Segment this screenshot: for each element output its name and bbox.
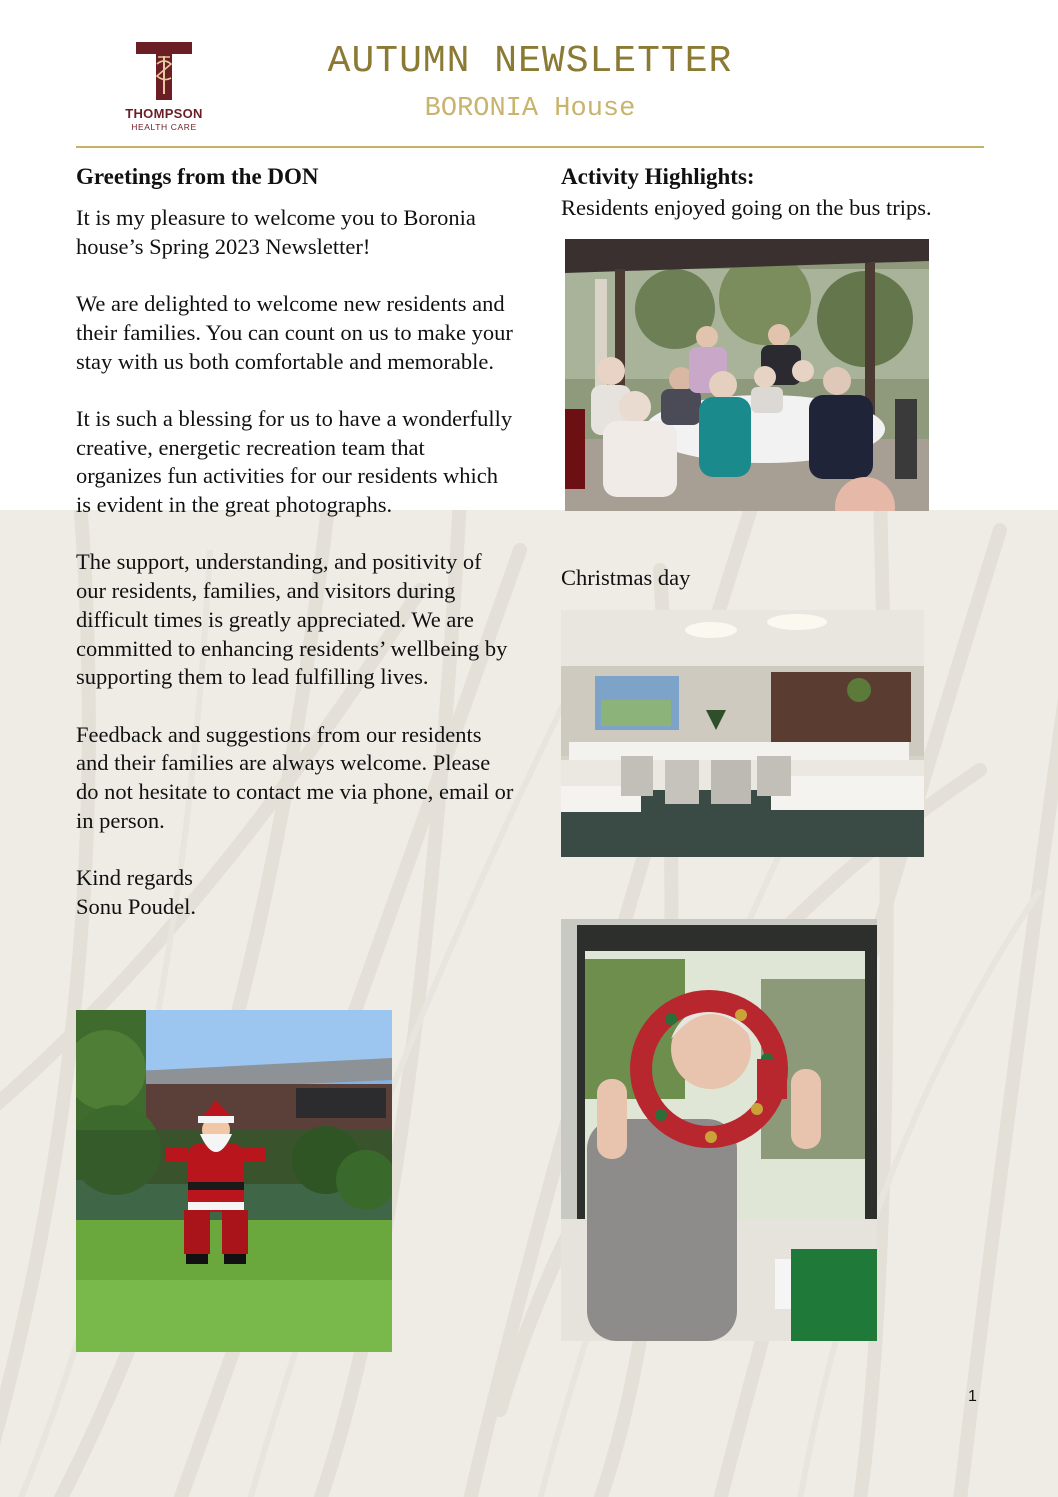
thompson-logo [112, 38, 216, 134]
logo-t-icon [112, 38, 216, 104]
greeting-paragraph: The support, understanding, and positivity of our residents, families, and visitors during difficult times is greatly appreciated. We are committed to enhancing residents’ wellbeing by supporting them to lead fulfilling lives. [76, 549, 508, 690]
don-heading: Greetings from the DON [76, 164, 319, 189]
greeting-paragraph: It is my pleasure to welcome you to Boronia house’s Spring 2023 Newsletter! [76, 205, 476, 259]
wreath-craft-photo [561, 919, 877, 1341]
bus-trip-photo [565, 239, 929, 511]
logo-name: THOMPSON [125, 106, 203, 121]
greeting-paragraph: We are delighted to welcome new residents and their families. You can count on us to make your stay with us both comfortable and memorable. [76, 291, 513, 374]
logo-subtitle: HEALTH CARE [131, 122, 197, 132]
newsletter-title: AUTUMN NEWSLETTER [327, 40, 733, 83]
bus-trip-caption: Residents enjoyed going on the bus trips. [561, 195, 932, 220]
christmas-dining-photo [561, 610, 924, 857]
santa-photo [76, 1010, 392, 1352]
greeting-paragraph: It is such a blessing for us to have a wonderfully creative, energetic recreation team that organizes fun activities for our residents which is evident in the great photographs. [76, 405, 513, 517]
signoff: Kind regards [76, 865, 193, 891]
house-subtitle: BORONIA House [424, 94, 636, 124]
header-divider [76, 146, 984, 148]
signature-name: Sonu Poudel. [76, 893, 197, 919]
don-greeting-section [76, 160, 516, 922]
christmas-caption: Christmas day [561, 565, 691, 590]
activity-highlights-heading: Activity Highlights: [561, 164, 755, 189]
page-number: 1 [968, 1388, 977, 1405]
greeting-paragraph: Feedback and suggestions from our residents and their families are always welcome. Please do not hesitate to contact me via phone, email or in person. [76, 721, 514, 833]
signoff-text [76, 864, 516, 921]
